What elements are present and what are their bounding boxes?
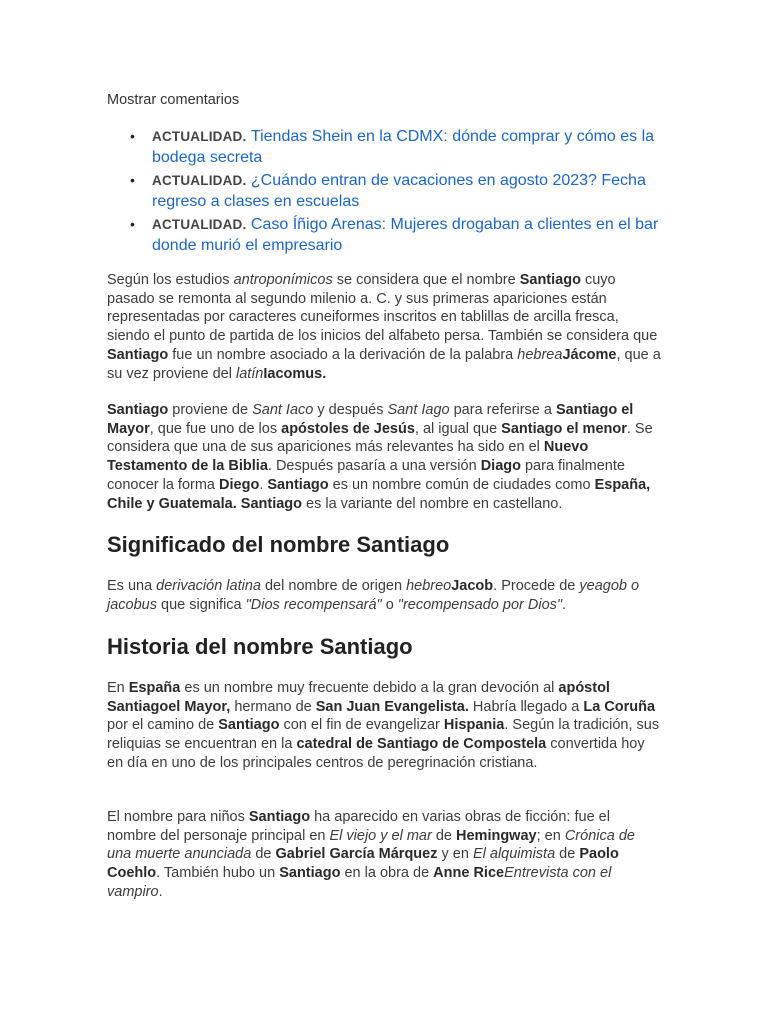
text: , que fue uno de los [149,420,282,437]
text: en la obra de [340,865,434,882]
text: . Procede de [493,578,580,594]
text: . [158,883,163,900]
bold-text: Santiago [267,476,329,493]
text: por el camino de [107,717,219,734]
emphasis-text: Sant Iaco [252,402,314,418]
text: , que a su vez proviene del [107,346,661,382]
text: y en [437,846,473,863]
bold-text: Santiago [107,402,169,418]
bold-text: Gabriel García Márquez [275,846,438,863]
text: con el fin de evangelizar [279,717,444,734]
bold-text: La Coruña [583,698,656,715]
text: proviene de [168,402,253,418]
bold-text: Jácome [562,346,617,363]
bold-text: Jacob [451,578,494,594]
paragraph-origin [107,271,663,383]
bold-text: Hispania [443,717,505,734]
related-news-list [107,126,667,258]
bold-text: apóstoles de Jesús [281,420,415,437]
paragraph-fiction [107,808,663,902]
text: . Se considera que una de sus apariciones más relevantes ha sido en el [107,420,653,456]
text: para finalmente conocer la forma [107,458,625,493]
related-news-link[interactable]: Caso Íñigo Arenas: Mujeres drogaban a clientes en el bar donde murió el empresario [152,216,659,254]
section-heading-historia: Historia del nombre Santiago [107,634,413,659]
text: que significa [156,596,246,613]
text: y después [313,402,388,418]
emphasis-text: Entrevista con el vampiro [107,865,612,900]
text: es la variante del nombre en castellano. [302,495,563,512]
bold-text: Santiago [279,865,341,882]
emphasis-text: derivación latina [156,578,261,594]
bold-text: Diago [480,458,521,475]
text: En [107,680,129,696]
emphasis-text: "Dios recompensará" [245,596,382,613]
bold-text: Diego [219,476,260,493]
text: Según los estudios [107,272,234,288]
bold-text: España [128,680,181,696]
text: del nombre de origen [260,578,407,594]
text: se considera que el nombre [332,272,520,288]
text: . Según la tradición, sus reliquias se encuentran en la [107,717,660,753]
text: Es una [107,578,157,594]
list-item [130,126,667,168]
text: de [431,827,457,844]
bold-text: Santiago [107,346,169,363]
emphasis-text: El alquimista [472,846,556,863]
bold-text: Iacomus. [263,365,327,382]
paragraph-etymology [107,401,663,513]
bold-text: España, Chile y Guatemala. Santiago [107,476,651,512]
emphasis-text: Crónica de una muerte anunciada [107,827,635,863]
section-kicker: ACTUALIDAD. [152,173,247,188]
emphasis-text: "recompensado por Dios" [397,596,563,613]
text: es un nombre muy frecuente debido a la gran devoción al [180,680,559,696]
bullet-icon: • [130,172,135,188]
text: o [381,596,398,613]
paragraph-meaning [107,577,663,614]
text: Habría llegado a [468,698,584,715]
emphasis-text: latín [235,365,264,382]
emphasis-text: Sant Iago [387,402,450,418]
bold-text: San Juan Evangelista. [315,698,469,715]
section-kicker: ACTUALIDAD. [152,217,247,232]
bold-text: catedral de Santiago de Compostela [296,736,547,753]
bold-text: Santiago [519,272,581,288]
bullet-icon: • [130,128,135,144]
bold-text: Santiago el menor [501,420,627,437]
bold-text: Nuevo Testamento de la Biblia [107,439,589,475]
bold-text: apóstol Santiagoel Mayor, [107,680,610,715]
related-news-link[interactable]: ¿Cuándo entran de vacaciones en agosto 2023? Fecha regreso a clases en escuelas [152,172,646,210]
related-news-link[interactable]: Tiendas Shein en la CDMX: dónde comprar y cómo es la bodega secreta [152,128,655,166]
text: de [555,846,580,863]
paragraph-history [107,679,663,773]
bold-text: Hemingway [456,827,537,844]
bold-text: Santiago [248,809,311,825]
text: . [562,596,567,613]
text: ; en [536,827,565,844]
bold-text: Paolo Coehlo [107,846,619,882]
section-kicker: ACTUALIDAD. [152,129,247,144]
text: , al igual que [414,420,502,437]
text: convertida hoy en día en uno de los principales centros de peregrinación cristiana. [107,736,645,771]
list-item [130,214,667,256]
bold-text: Santiago el Mayor [107,402,634,437]
text: hermano de [230,698,316,715]
emphasis-text: hebrea [517,346,563,363]
bullet-icon: • [130,216,135,232]
text: cuyo pasado se remonta al segundo milenio a. C. y sus primeras apariciones están representadas por caracteres cuneiformes inscritos en tablillas de arcilla fresca, siendo el punto de partida de los inicios del alfabeto persa. También se considera que [107,272,658,345]
text: El nombre para niños [107,809,249,825]
text: fue un nombre asociado a la derivación de la palabra [168,346,518,363]
text: de [251,846,276,863]
text: para referirse a [449,402,556,418]
text: . Después pasaría a una versión [267,458,481,475]
show-comments-link[interactable]: Mostrar comentarios [107,92,240,108]
text: . También hubo un [156,865,280,882]
bold-text: Anne Rice [433,865,505,882]
list-item [130,170,667,212]
emphasis-text: yeagob o jacobus [107,578,640,613]
emphasis-text: El viejo y el mar [329,827,432,844]
section-heading-significado: Significado del nombre Santiago [107,532,450,557]
text: ha aparecido en varias obras de ficción: fue el nombre del personaje principal en [107,809,610,844]
emphasis-text: antroponímicos [233,272,333,288]
text: . [259,476,268,493]
text: es un nombre común de ciudades como [328,476,595,493]
bold-text: Santiago [218,717,280,734]
emphasis-text: hebreo [406,578,452,594]
